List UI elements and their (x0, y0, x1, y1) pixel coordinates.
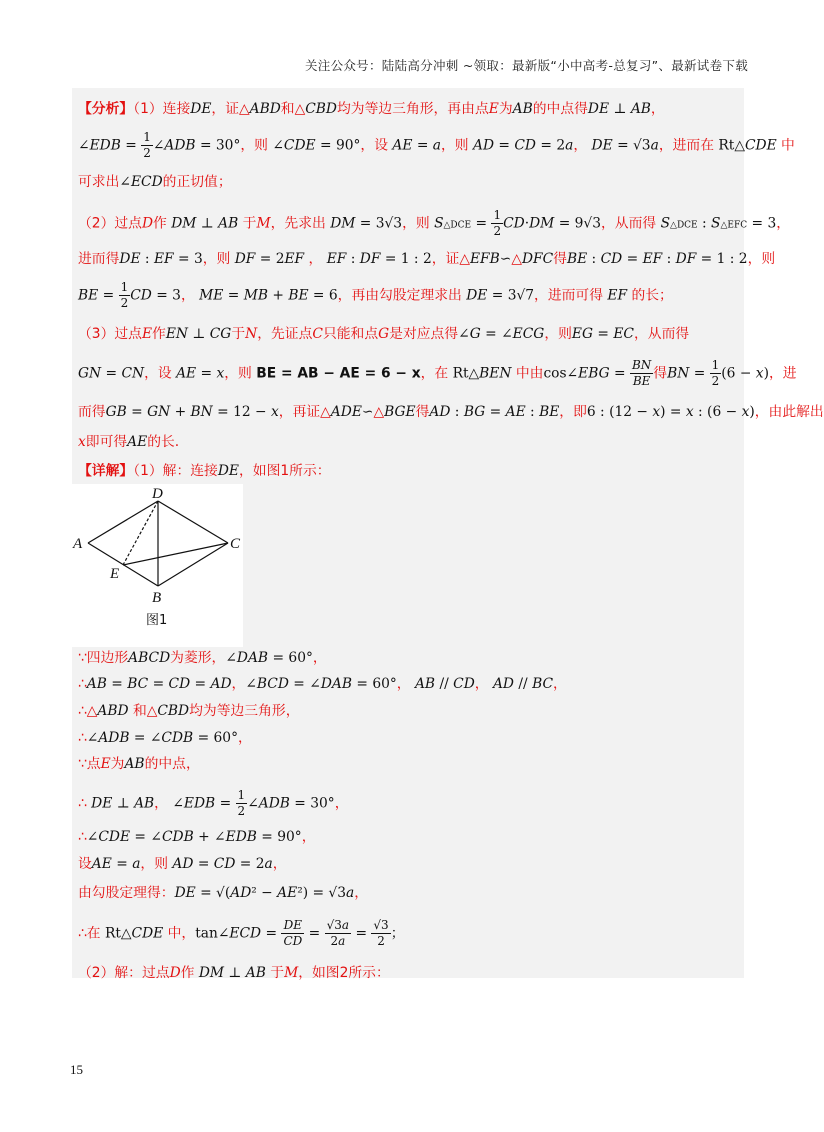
edge-dc (158, 501, 228, 543)
label-d: D (152, 486, 163, 502)
rhombus-diagram (72, 484, 243, 647)
segment-ec (123, 543, 228, 565)
detail-line-2: ∵四边形ABCD为菱形，∠DAB = 60°， (78, 650, 327, 666)
figure-caption: 图1 (146, 613, 168, 628)
detail-line-7: ∴ DE ⊥ AB， ∠EDB = $\frac{1}{2}$ ∠ADB = 30°， (78, 788, 349, 818)
analysis-line-9: 而得GB = GN + BN = 12 − x，再证△ADE∽△BGE得AD : BG = AE : BE，即6 : (12 − x) = x : (6 − x)，由此解出 (78, 404, 824, 420)
analysis-line-8: GN = CN，设 AE = x，则 BE = AB − AE = 6 − x，在 Rt△BEN 中由cos∠EBG = $\frac{BN}{BE}$ 得BN = $\frac{1}{2}$ (6 − x)，进 (78, 358, 797, 388)
analysis-line-3: 可求出∠ECD的正切值； (78, 174, 232, 190)
page-number: 15 (70, 1062, 83, 1077)
detail-line-6: ∵点E为AB的中点， (78, 756, 200, 772)
analysis-line-4: （2）过点D作 DM ⊥ AB 于M，先求出 DM = 3√3，则 S△DCE = $\frac{1}{2}$ CD·DM = 9√3，从而得 S△DCE : S△EFC = 3， (78, 208, 791, 238)
detail-line-8: ∴∠CDE = ∠CDB + ∠EDB = 90°， (78, 829, 316, 845)
page-header: 关注公众号：陆陆高分冲刺 ~领取：最新版“小中高考-总复习”、最新试卷下载 (304, 58, 748, 73)
label-b: B (152, 590, 162, 606)
edge-cb (158, 543, 228, 586)
analysis-line-1: 【分析】（1）连接DE，证△ABD和△CBD均为等边三角形，再由点E为AB的中点得DE ⊥ AB， (78, 101, 665, 117)
label-e: E (110, 566, 120, 582)
figure-1 (72, 484, 243, 647)
analysis-line-5: 进而得DE : EF = 3，则 DF = 2EF ， EF : DF = 1 : 2，证△EFB∽△DFC得BE : CD = EF : DF = 1 : 2，则 (78, 251, 776, 267)
analysis-line-10: x即可得AE的长. (78, 434, 180, 450)
detail-line-9: 设AE = a，则 AD = CD = 2a， (78, 856, 287, 872)
analysis-line-6: BE = $\frac{1}{2}$ CD = 3， ME = MB + BE = 6，再由勾股定理求出 DE = 3√7，进而可得 EF 的长； (78, 280, 673, 310)
detail-line-12: （2）解：过点D作 DM ⊥ AB 于M，如图2所示： (78, 965, 390, 981)
edge-ad (88, 501, 158, 543)
detail-line-4: ∴△ABD 和△CBD均为等边三角形， (78, 703, 300, 719)
segment-de (123, 501, 158, 565)
label-a: A (73, 536, 83, 552)
analysis-line-2: ∠EDB = $\frac{1}{2}$ ∠ADB = 30°，则 ∠CDE = 90°，设 AE = a，则 AD = CD = 2a， DE = √3a，进而在 Rt△CDE 中 (78, 130, 795, 160)
detail-line-3: ∴AB = BC = CD = AD，∠BCD = ∠DAB = 60°， AB // CD， AD // BC， (78, 676, 567, 692)
analysis-line-7: （3）过点E作EN ⊥ CG于N，先证点C只能和点G是对应点得∠G = ∠ECG，则EG = EC，从而得 (78, 326, 690, 342)
detail-line-11: ∴在 Rt△CDE 中，tan∠ECD = $\frac{DE}{CD}$ = $\frac{√3a}{2a}$ = $\frac{√3}{2}$ ； (78, 918, 405, 948)
detail-line-5: ∴∠ADB = ∠CDB = 60°， (78, 730, 252, 746)
detail-line-1: 【详解】（1）解：连接DE，如图1所示： (78, 463, 331, 479)
detail-line-10: 由勾股定理得：DE = √(AD² − AE²) = √3a， (78, 885, 369, 901)
label-c: C (230, 536, 241, 552)
